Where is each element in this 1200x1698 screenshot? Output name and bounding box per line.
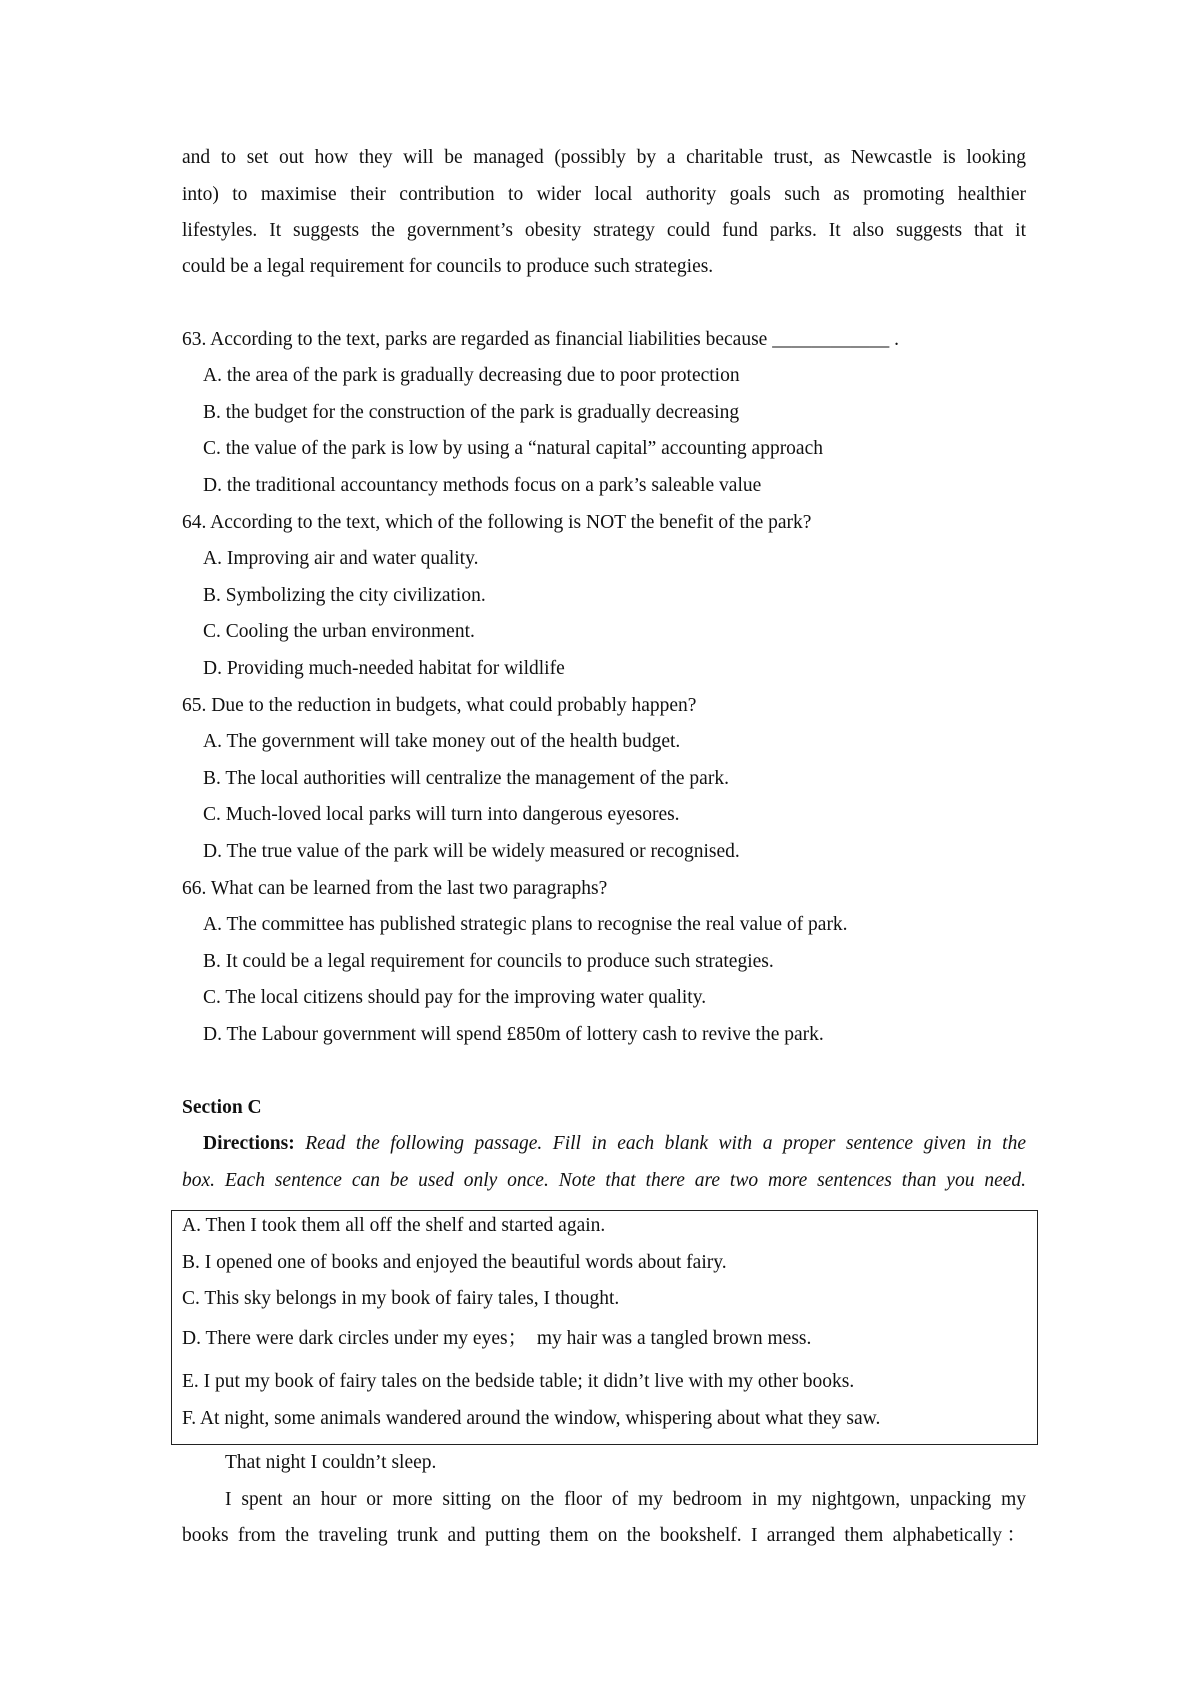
question-63-option-a: A. the area of the park is gradually decreasing due to poor protection <box>203 365 740 386</box>
section-c-directions-line-1 <box>203 1132 1026 1156</box>
intro-line-3: lifestyles. It suggests the government’s obesity strategy could fund parks. It also suggests that it <box>182 220 1026 241</box>
question-65-option-c: C. Much-loved local parks will turn into dangerous eyesores. <box>203 804 680 825</box>
section-c-heading: Section C <box>182 1097 262 1118</box>
question-66-stem: 66. What can be learned from the last two paragraphs? <box>182 878 608 899</box>
directions-label: Directions: <box>203 1133 295 1154</box>
box-option-e: E. I put my book of fairy tales on the bedside table; it didn’t live with my other books. <box>182 1371 855 1392</box>
question-66-option-d: D. The Labour government will spend £850m of lottery cash to revive the park. <box>203 1024 824 1045</box>
question-63-option-b: B. the budget for the construction of the park is gradually decreasing <box>203 402 740 423</box>
passage-line-3: books from the traveling trunk and putting them on the bookshelf. I arranged them alphabetically： <box>182 1525 1026 1546</box>
box-option-d: D. There were dark circles under my eyes； my hair was a tangled brown mess. <box>182 1328 812 1349</box>
question-64-option-a: A. Improving air and water quality. <box>203 548 479 569</box>
question-64-option-c: C. Cooling the urban environment. <box>203 621 475 642</box>
section-c-directions-line-2: box. Each sentence can be used only once. Note that there are two more sentences than you need. <box>182 1170 1026 1191</box>
question-63-option-d: D. the traditional accountancy methods focus on a park’s saleable value <box>203 475 762 496</box>
question-65-option-a: A. The government will take money out of the health budget. <box>203 731 681 752</box>
question-65-option-b: B. The local authorities will centralize the management of the park. <box>203 768 729 789</box>
question-63-option-c: C. the value of the park is low by using a “natural capital” accounting approach <box>203 438 823 459</box>
question-64-stem: 64. According to the text, which of the following is NOT the benefit of the park? <box>182 512 812 533</box>
passage-line-1: That night I couldn’t sleep. <box>225 1452 437 1473</box>
box-option-c: C. This sky belongs in my book of fairy tales, I thought. <box>182 1288 620 1309</box>
question-66-option-a: A. The committee has published strategic plans to recognise the real value of park. <box>203 914 848 935</box>
intro-line-1: and to set out how they will be managed (possibly by a charitable trust, as Newcastle is looking <box>182 147 1026 168</box>
question-66-option-b: B. It could be a legal requirement for councils to produce such strategies. <box>203 951 774 972</box>
question-63-stem: 63. According to the text, parks are regarded as financial liabilities because ____________ . <box>182 329 899 350</box>
question-65-option-d: D. The true value of the park will be widely measured or recognised. <box>203 841 740 862</box>
intro-line-4: could be a legal requirement for councils to produce such strategies. <box>182 256 714 277</box>
question-64-option-b: B. Symbolizing the city civilization. <box>203 585 486 606</box>
intro-line-2: into) to maximise their contribution to wider local authority goals such as promoting healthier <box>182 184 1026 205</box>
directions-text-1: Read the following passage. Fill in each blank with a proper sentence given in the <box>294 1133 1026 1154</box>
question-65-stem: 65. Due to the reduction in budgets, what could probably happen? <box>182 695 697 716</box>
box-option-a: A. Then I took them all off the shelf and started again. <box>182 1215 606 1236</box>
passage-line-2: I spent an hour or more sitting on the floor of my bedroom in my nightgown, unpacking my <box>225 1489 1026 1510</box>
box-option-f: F. At night, some animals wandered around the window, whispering about what they saw. <box>182 1408 881 1429</box>
question-66-option-c: C. The local citizens should pay for the improving water quality. <box>203 987 707 1008</box>
box-option-b: B. I opened one of books and enjoyed the beautiful words about fairy. <box>182 1252 727 1273</box>
question-64-option-d: D. Providing much-needed habitat for wildlife <box>203 658 565 679</box>
